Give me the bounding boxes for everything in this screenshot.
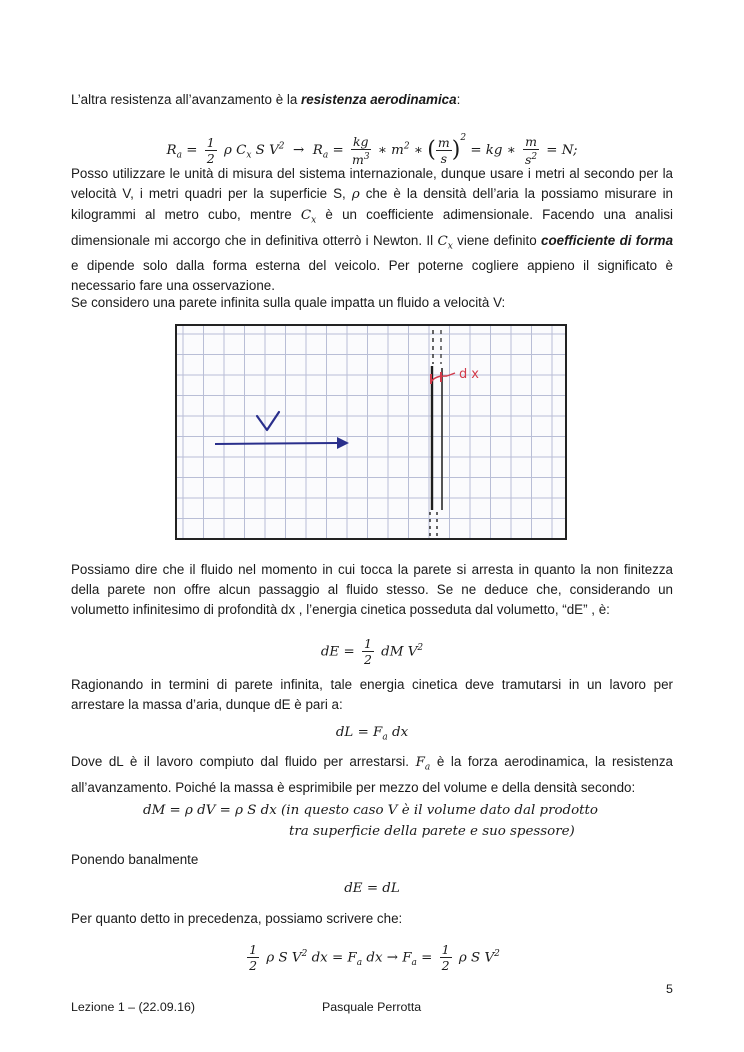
eq1-cx-sub: x xyxy=(246,150,252,161)
units-emphasis: coefficiente di forma xyxy=(541,232,674,248)
eq1-arrow: → xyxy=(293,143,305,158)
eq1-rho-c: ρ C xyxy=(223,143,247,158)
eq1-times-m: ∗ m xyxy=(377,143,404,158)
eq1-sv: S V xyxy=(255,143,279,158)
intro-suffix: : xyxy=(456,92,461,107)
wall-intro-paragraph: Se considero una parete infinita sulla quale impatta un fluido a velocità V: xyxy=(71,295,506,310)
eq3-rhs: dx xyxy=(392,725,409,740)
force-text-1: Dove dL è il lavoro compiuto dal fluido per arrestarsi. xyxy=(71,754,416,769)
eq6-b: dx = F xyxy=(311,950,357,966)
eq2-rhs: dM V xyxy=(381,644,418,660)
eq4-line2: tra superficie della parete e suo spessore) xyxy=(289,824,575,839)
eq1-r: R xyxy=(166,143,177,158)
units-text-5: e dipende solo dalla forma esterna del veicolo. Per poterne cogliere appieno il significato è necessario fare una osservazione. xyxy=(71,258,673,294)
eq1-ms-num: m xyxy=(437,135,450,150)
eq1-ms2-num: m xyxy=(525,133,537,149)
eq1-ms2-fraction xyxy=(523,134,539,167)
eq1-r-sub: a xyxy=(176,150,182,161)
force-text-2: è la forza aerodinamica, la resistenza all’avanzamento. Poiché la massa è esprimibile per mezzo del volume e della densità secondo: xyxy=(71,754,673,795)
eq1-star: ∗ xyxy=(413,143,423,158)
eq6-c: dx → F xyxy=(366,950,412,966)
force-f-sub: a xyxy=(424,762,431,773)
units-rho: ρ xyxy=(351,187,360,202)
eq6-d: ρ S V xyxy=(458,950,495,966)
equation-kinetic-energy xyxy=(71,626,673,670)
eq6-den2: 2 xyxy=(441,958,450,974)
eq6-sq: 2 xyxy=(301,949,308,959)
wall-flow-sketch xyxy=(177,326,565,538)
intro-emphasis: resistenza aerodinamica xyxy=(301,92,457,107)
dx-bracket xyxy=(431,376,447,382)
eq6-sub: a xyxy=(356,958,363,969)
eq1-r2-sub: a xyxy=(322,150,329,161)
eq1-kg-num: kg xyxy=(352,133,369,149)
eq2-fraction xyxy=(362,636,374,667)
eq1-ms2-den-exp: 2 xyxy=(531,151,538,162)
eq1-half-den: 2 xyxy=(206,151,215,166)
page-number: 5 xyxy=(666,982,673,996)
equation-energy-work: dE = dL xyxy=(344,881,400,896)
eq1-sq: 2 xyxy=(278,141,285,152)
velocity-v-glyph xyxy=(257,412,279,430)
eq1-m2-exp: 2 xyxy=(403,141,410,152)
grid-paper xyxy=(177,326,565,538)
eq6-fraction-1 xyxy=(247,942,259,973)
eq1-kg-den-exp: 3 xyxy=(363,151,370,162)
eq1-eq-kg: = kg ∗ xyxy=(470,143,516,158)
units-paragraph xyxy=(71,164,673,296)
intro-paragraph xyxy=(71,90,673,110)
equation-aero-force xyxy=(71,932,673,976)
eq1-half-fraction xyxy=(205,135,217,166)
dx-label: dx xyxy=(459,367,483,382)
units-text-1: Posso utilizzare le unità di misura del sistema internazionale, dunque usare i metri al secondo per la velocità V, i metri quadri per la superficie S, xyxy=(71,166,673,201)
eq6-a: ρ S V xyxy=(266,950,302,966)
eq1-result: = N; xyxy=(546,143,578,158)
equation-work xyxy=(71,722,673,749)
work-paragraph: Ragionando in termini di parete infinita, tale energia cinetica deve tramutarsi in un lavoro per arrestare la massa d’aria, dunque dE è pari a: xyxy=(71,677,673,712)
footer-author: Pasquale Perrotta xyxy=(322,1000,422,1014)
intro-text: L’altra resistenza all’avanzamento è la xyxy=(71,92,302,107)
eq1-ms2-den: s xyxy=(524,152,532,168)
eq6-den: 2 xyxy=(249,958,258,974)
eq2-num: 1 xyxy=(363,636,372,652)
units-cx-2: C xyxy=(437,233,448,249)
eq6-sq2: 2 xyxy=(494,949,500,959)
eq3-lhs: dL = F xyxy=(335,725,383,740)
eq6-fraction-2 xyxy=(440,942,452,973)
eq3-sub: a xyxy=(382,732,388,743)
units-cx: C xyxy=(300,208,312,223)
eq2-den: 2 xyxy=(363,652,372,668)
conclusion-paragraph: Per quanto detto in precedenza, possiamo scrivere che: xyxy=(71,911,403,926)
eq6-num2: 1 xyxy=(441,942,450,958)
eq1-ms-fraction xyxy=(436,135,452,166)
equation-aerodynamic-resistance: $R_a$ = $\frac{1}{2}$ ρ $C_x$ S $V^2 \to R_a$ = $\frac{kg}{m^3}$ ∗ $m^2$ ∗ ( $\frac{m}{s}$ )$^2$ = kg ∗ $\frac{m}{s^2}$ = N; xyxy=(166,133,578,168)
eq2-lhs: dE = xyxy=(320,644,355,660)
units-text-2: che è la densità dell’aria la possiamo misurare in kilogrammi al metro cubo, mentre xyxy=(71,186,674,222)
footer-lesson: Lezione 1 – (22.09.16) xyxy=(71,1000,195,1014)
eq1-kg-den: m xyxy=(351,152,364,168)
eq1-half-num: 1 xyxy=(206,135,215,150)
units-text-3: è un coefficiente adimensionale. Facendo una analisi dimensionale mi accorgo che in definitiva otterrò i Newton. Il xyxy=(71,207,673,248)
equation-mass xyxy=(143,800,683,842)
eq6-num: 1 xyxy=(249,942,258,958)
eq1-ms-den: s xyxy=(440,151,447,166)
force-f: F xyxy=(415,755,425,770)
units-cx-sub-2: x xyxy=(447,241,453,252)
eq1-kg-fraction xyxy=(351,134,371,167)
flow-arrow-shaft xyxy=(215,443,337,444)
eq6-sub2: a xyxy=(411,958,417,969)
fluid-paragraph: Possiamo dire che il fluido nel momento in cui tocca la parete si arresta in quanto la non finitezza della parete non offre alcun passaggio al fluido stesso. Se ne deduce che, considerando un volumetto infinitesimo di profondità dx , l’energia cinetica posseduta dal volumetto, “dE” , è: xyxy=(71,562,673,617)
posing-paragraph: Ponendo banalmente xyxy=(71,852,199,867)
force-paragraph xyxy=(71,752,673,798)
eq6-eq: = xyxy=(421,950,433,966)
units-text-4: viene definito xyxy=(452,232,542,248)
eq4-line1: dM = ρ dV = ρ S dx (in questo caso V è il volume dato dal prodotto xyxy=(143,803,598,818)
eq1-ms-exp: 2 xyxy=(460,133,467,143)
eq1-r2: R xyxy=(312,143,323,158)
units-cx-sub: x xyxy=(311,215,317,226)
wall-flow-figure xyxy=(175,324,567,540)
eq2-sq: 2 xyxy=(417,643,424,653)
